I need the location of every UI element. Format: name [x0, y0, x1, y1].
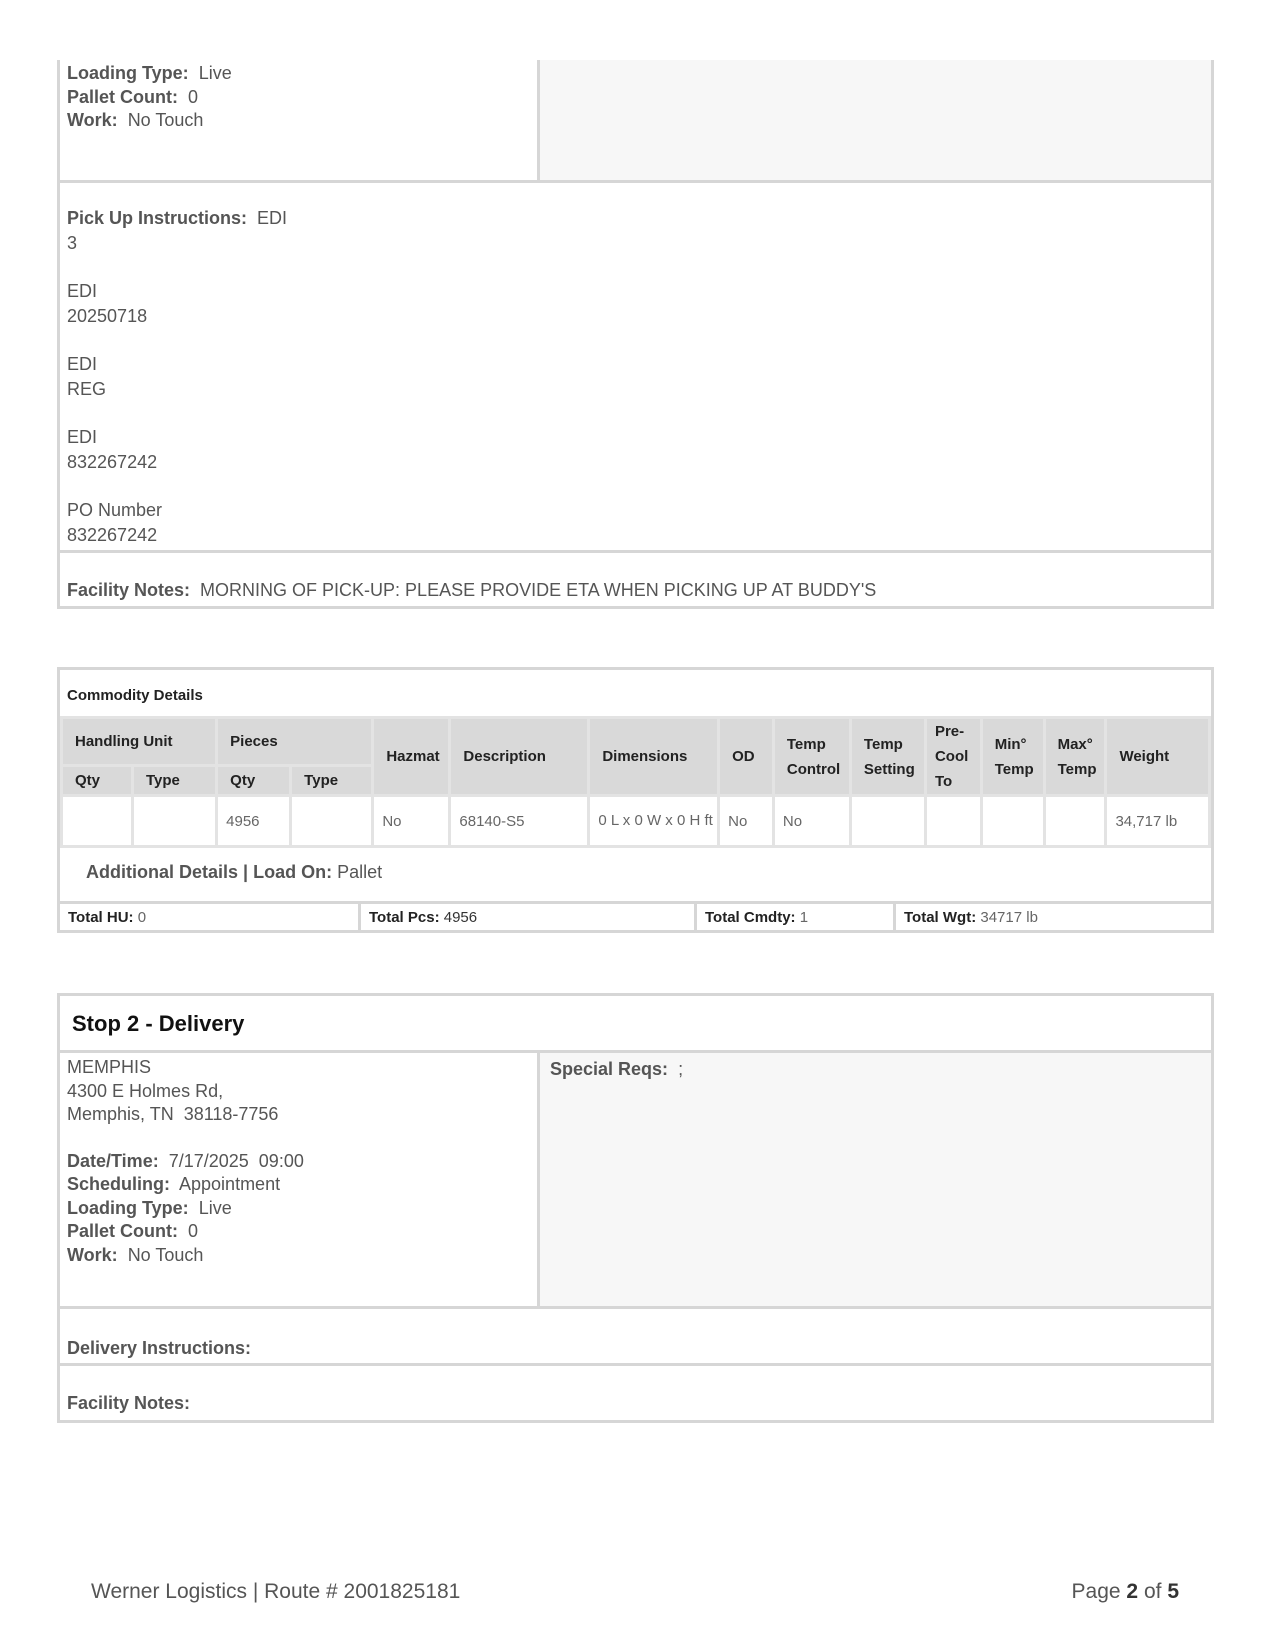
delivery-instructions: Delivery Instructions:: [60, 1306, 1211, 1363]
pickup-line: 20250718: [67, 305, 148, 326]
total-wgt: Total Wgt: 34717 lb: [904, 909, 1038, 926]
col-hazmat: Hazmat: [373, 718, 450, 796]
commodity-table: [60, 716, 1211, 848]
stop1-facility-notes: Facility Notes: MORNING OF PICK-UP: PLEASE PROVIDE ETA WHEN PICKING UP AT BUDDY'S: [60, 550, 1211, 606]
address-line: 4300 E Holmes Rd,: [67, 1080, 224, 1101]
col-pc-qty: Qty: [217, 766, 291, 796]
footer-route: Werner Logistics | Route # 2001825181: [91, 1580, 461, 1603]
stop2-facility-notes: Facility Notes:: [60, 1363, 1211, 1420]
col-handling-unit: Handling Unit: [62, 718, 217, 766]
col-temp-setting: Temp Setting: [850, 718, 925, 796]
pickup-line: EDI: [67, 427, 98, 447]
stop2-details: [60, 1053, 540, 1306]
col-hu-type: Type: [132, 766, 216, 796]
address-line: MEMPHIS: [67, 1057, 152, 1077]
stop2-title: Stop 2 - Delivery: [72, 1011, 245, 1036]
stop1-details: [60, 60, 540, 180]
footer-page-number: Page 2 of 5: [1071, 1580, 1179, 1603]
commodity-title: Commodity Details: [67, 687, 203, 704]
stop2-scheduling: Scheduling: Appointment: [67, 1174, 281, 1194]
col-hu-qty: Qty: [62, 766, 133, 796]
stop2-datetime: Date/Time: 7/17/2025 09:00: [67, 1150, 304, 1171]
col-weight: Weight: [1106, 718, 1210, 796]
stop1-pallet-count: Pallet Count: 0: [67, 86, 199, 107]
col-temp-control: Temp Control: [773, 718, 850, 796]
pickup-line: PO Number: [67, 500, 163, 520]
table-row: 4956 No 68140-S5 0 L x 0 W x 0 H ft No No 34,717 lb: [62, 796, 1210, 847]
commodity-section: [57, 667, 1214, 933]
pickup-line: 3: [67, 232, 78, 253]
col-max-temp: Max° Temp: [1044, 718, 1106, 796]
col-min-temp: Min° Temp: [981, 718, 1044, 796]
pickup-line: 832267242: [67, 524, 158, 545]
stop2-loading-type: Loading Type: Live: [67, 1197, 232, 1218]
commodity-totals: [60, 901, 1211, 933]
col-pc-type: Type: [291, 766, 373, 796]
stop1-work: Work: No Touch: [67, 110, 204, 130]
stop1-special-reqs-panel: [540, 60, 1211, 180]
stop2-pallet-count: Pallet Count: 0: [67, 1221, 199, 1241]
stop1-loading-type: Loading Type: Live: [67, 63, 232, 83]
stop2-section: [57, 993, 1214, 1423]
total-cmdty: Total Cmdty: 1: [697, 904, 896, 933]
pickup-instructions: Pick Up Instructions: EDI 3 EDI 20250718 EDI REG EDI 832267242 PO Number 832267242: [60, 180, 1211, 550]
col-dimensions: Dimensions: [589, 718, 719, 796]
col-od: OD: [719, 718, 774, 796]
stop2-special-reqs: Special Reqs: ;: [540, 1053, 1211, 1306]
total-hu: Total HU: 0: [60, 904, 361, 933]
additional-details: Additional Details | Load On: Pallet: [86, 862, 383, 882]
stop2-work: Work: No Touch: [67, 1244, 204, 1265]
stop1-section: [57, 60, 1214, 609]
col-pieces: Pieces: [217, 718, 373, 766]
col-precool: Pre-Cool To: [925, 718, 981, 796]
address-line: Memphis, TN 38118-7756: [67, 1104, 279, 1124]
pickup-line: EDI: [67, 281, 98, 301]
pickup-line: REG: [67, 378, 107, 399]
col-description: Description: [450, 718, 589, 796]
stop2-header: [60, 996, 1211, 1053]
total-pcs: Total Pcs: 4956: [361, 904, 697, 933]
pickup-line: EDI: [67, 354, 98, 374]
pickup-line: 832267242: [67, 451, 158, 472]
